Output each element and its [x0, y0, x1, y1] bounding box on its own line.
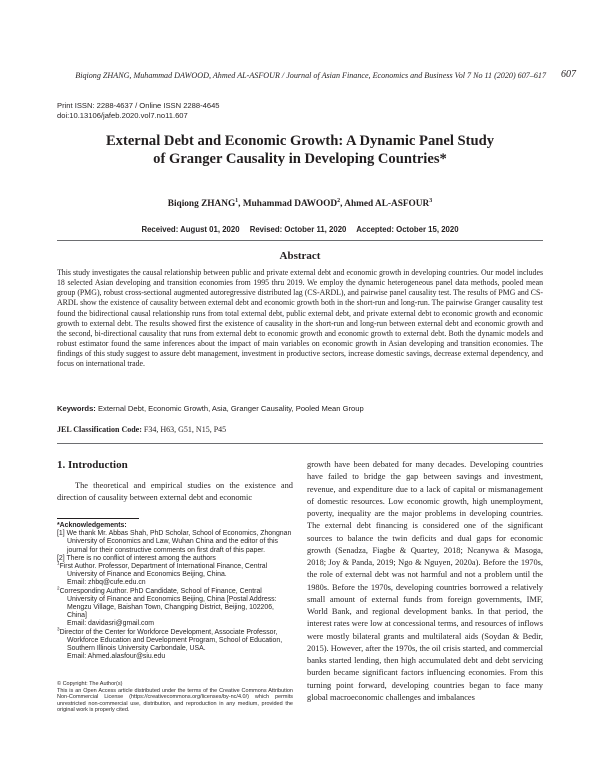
issn-line: Print ISSN: 2288-4637 / Online ISSN 2288-4645 — [57, 101, 220, 110]
keywords — [57, 404, 543, 413]
footnote-text: Director of the Center for Workforce Development, Associate Professor, Workforce Education and Development Program, School of Education, Southern Illinois University Carbondale, USA. — [59, 628, 283, 653]
author-name: Muhammad DAWOOD — [242, 199, 338, 209]
footnote-email[interactable]: Email: zhbq@cufe.edu.cn — [67, 579, 146, 587]
jel-value: F34, H63, G51, N15, P45 — [143, 425, 227, 434]
jel-label: JEL Classification Code: — [57, 425, 142, 434]
license-text: This is an Open Access article distributed under the terms of the Creative Commons Attribution Non-Commercial License (https://creativecommons.org/licenses/by-nc/4.0/) which permits unrestricted non-commercial use, distribution, and reproduction in any medium, provided the original work is properly cited. — [57, 687, 293, 714]
accepted-date: Accepted: October 15, 2020 — [356, 225, 459, 234]
author-name: Ahmed AL-ASFOUR — [344, 199, 430, 209]
footnote-mark: 3 — [57, 626, 60, 632]
page-number: 607 — [561, 69, 576, 80]
footnote-text: Corresponding Author. PhD Candidate, School of Finance, Central University of Finance and Economics Beijing, China [Postal Address: Mengzu Village, Baishan Town, Changping District, Beijing, 102206, China] — [59, 587, 277, 620]
footnote-item — [57, 555, 293, 563]
title-line-2: of Granger Causality in Developing Countries* — [153, 151, 447, 167]
footnote-mark: 1 — [57, 560, 60, 566]
footnote-item — [57, 560, 293, 591]
footnote-mark: 2 — [57, 585, 60, 591]
footnote-email[interactable]: Email: Ahmed.alasfour@siu.edu — [67, 653, 166, 661]
footnote-text: First Author. Professor, Department of International Finance, Central University of Finance and Economics Beijing, China. — [59, 563, 268, 579]
introduction-left-paragraph: The theoretical and empirical studies on the existence and direction of causality between external debt and economic — [57, 481, 293, 503]
footnote-item — [57, 585, 293, 632]
footnote-text: We thank Mr. Abbas Shah, PhD Scholar, School of Economics, Zhongnan University of Economics and Law, Wuhan China and the editor of this journal for their constructive comments on first draft of this paper. — [66, 530, 292, 554]
footnote-text: There is no conflict of interest among the authors — [66, 554, 216, 562]
received-date: Received: August 01, 2020 — [141, 225, 240, 234]
title-line-1: External Debt and Economic Growth: A Dynamic Panel Study — [105, 133, 495, 149]
section-heading-introduction: 1. Introduction — [57, 459, 128, 471]
abstract-text: This study investigates the causal relationship between public and private external debt and economic growth in developing countries. Our model includes 18 selected Asian developing and transition economies from 1995 thru 2019. We employ the dynamic heterogeneous panel data methods, pooled mean group (PMG), robust cross-sectional augmented autoregressive distributed lag (CS-ARDL), and pairwise panel causality test. The results of PMG and CS-ARDL show the existence of causality between external debt and economic growth both in the short-run and long-run. The pairwise Granger causality test found the bidirectional causal relationship runs from total external debt, public external debt, and private external debt to economic growth and economic growth to external debt. The results showed first the existence of causality in the short-run and long-run between external debt and economic growth and the second, bi-directional causality that runs from external debt to economic growth and economic growth to external debt. Both the dynamic models and robust estimator found the same inferences about the impact of main variables on economic growth in Asian developing and transition economies. The findings of this study suggest to assure debt management, investment in productive sectors, increase domestic savings, decrease external dependency, and focus on international trade. — [57, 268, 543, 369]
article-title — [57, 132, 543, 168]
copyright-block — [57, 681, 293, 714]
doi-line[interactable]: doi:10.13106/jafeb.2020.vol7.no11.607 — [57, 111, 188, 120]
acknowledgements-title: *Acknowledgements: — [57, 522, 127, 529]
author-name: Biqiong ZHANG — [167, 199, 236, 209]
author-affiliation-mark: 3 — [429, 197, 433, 204]
copyright-line: © Copyright: The Author(s) — [57, 681, 123, 687]
abstract-heading: Abstract — [279, 250, 321, 262]
author-list: Biqiong ZHANG$^1$, Muhammad DAWOOD$^2$, Ahmed AL-ASFOUR$^3$ — [167, 197, 433, 209]
keywords-value: External Debt, Economic Growth, Asia, Granger Causality, Pooled Mean Group — [97, 404, 364, 413]
footnote-mark: [2] — [57, 554, 65, 562]
footnote-item — [57, 626, 293, 662]
revised-date: Revised: October 11, 2020 — [249, 225, 347, 234]
author-affiliation-mark: 2 — [337, 197, 341, 204]
jel-classification — [57, 425, 543, 434]
keywords-label: Keywords: — [57, 404, 96, 413]
running-header: Biqiong ZHANG, Muhammad DAWOOD, Ahmed AL-ASFOUR / Journal of Asian Finance, Economics and Business Vol 7 No 11 (2020) 607–617 — [75, 71, 546, 80]
footnote-item — [57, 530, 293, 555]
footnote-mark: [1] — [57, 530, 65, 538]
footnote-email[interactable]: Email: davidasri@gmail.com — [67, 620, 155, 628]
footnotes — [57, 522, 293, 661]
introduction-right-paragraph: growth have been debated for many decades. Developing countries have failed to bridge the gap between savings and investment, revenue, and expenditure due to a lack of capital or mismanagement of domestic resources. Low economic growth, high unemployment, poverty, inequality are the major problems in developing countries. The external debt financing is considered one of the significant sources to balance the twin deficits and dual gaps for economic growth (Senadza, Fiagbe & Quartey, 2018; Ncanywa & Masoga, 2018; Joy & Panda, 2019; Ngo & Nguyen, 2020a). Before the 1970s, the role of external debt was not harmful and not a problem until the 1980s. Before the 1970s, developing countries borrowed a relatively small amount of external funds from foreign governments, IMF, World Bank, and regional development banks. In that period, the interest rates were low at concessional terms, and resources of inflows were mostly bilateral grants and multilateral aids (Soydan & Bedir, 2015). However, after the 1970s, the oil crisis started, and commercial banks started lending, then high accumulated debt and debt servicing burden became significant factors influencing economies. From this turning point forward, developing countries began to face many global macroeconomic challenges and imbalances — [307, 460, 543, 702]
author-affiliation-mark: 1 — [235, 197, 239, 204]
article-dates — [57, 225, 543, 234]
footnote-divider — [57, 518, 139, 519]
